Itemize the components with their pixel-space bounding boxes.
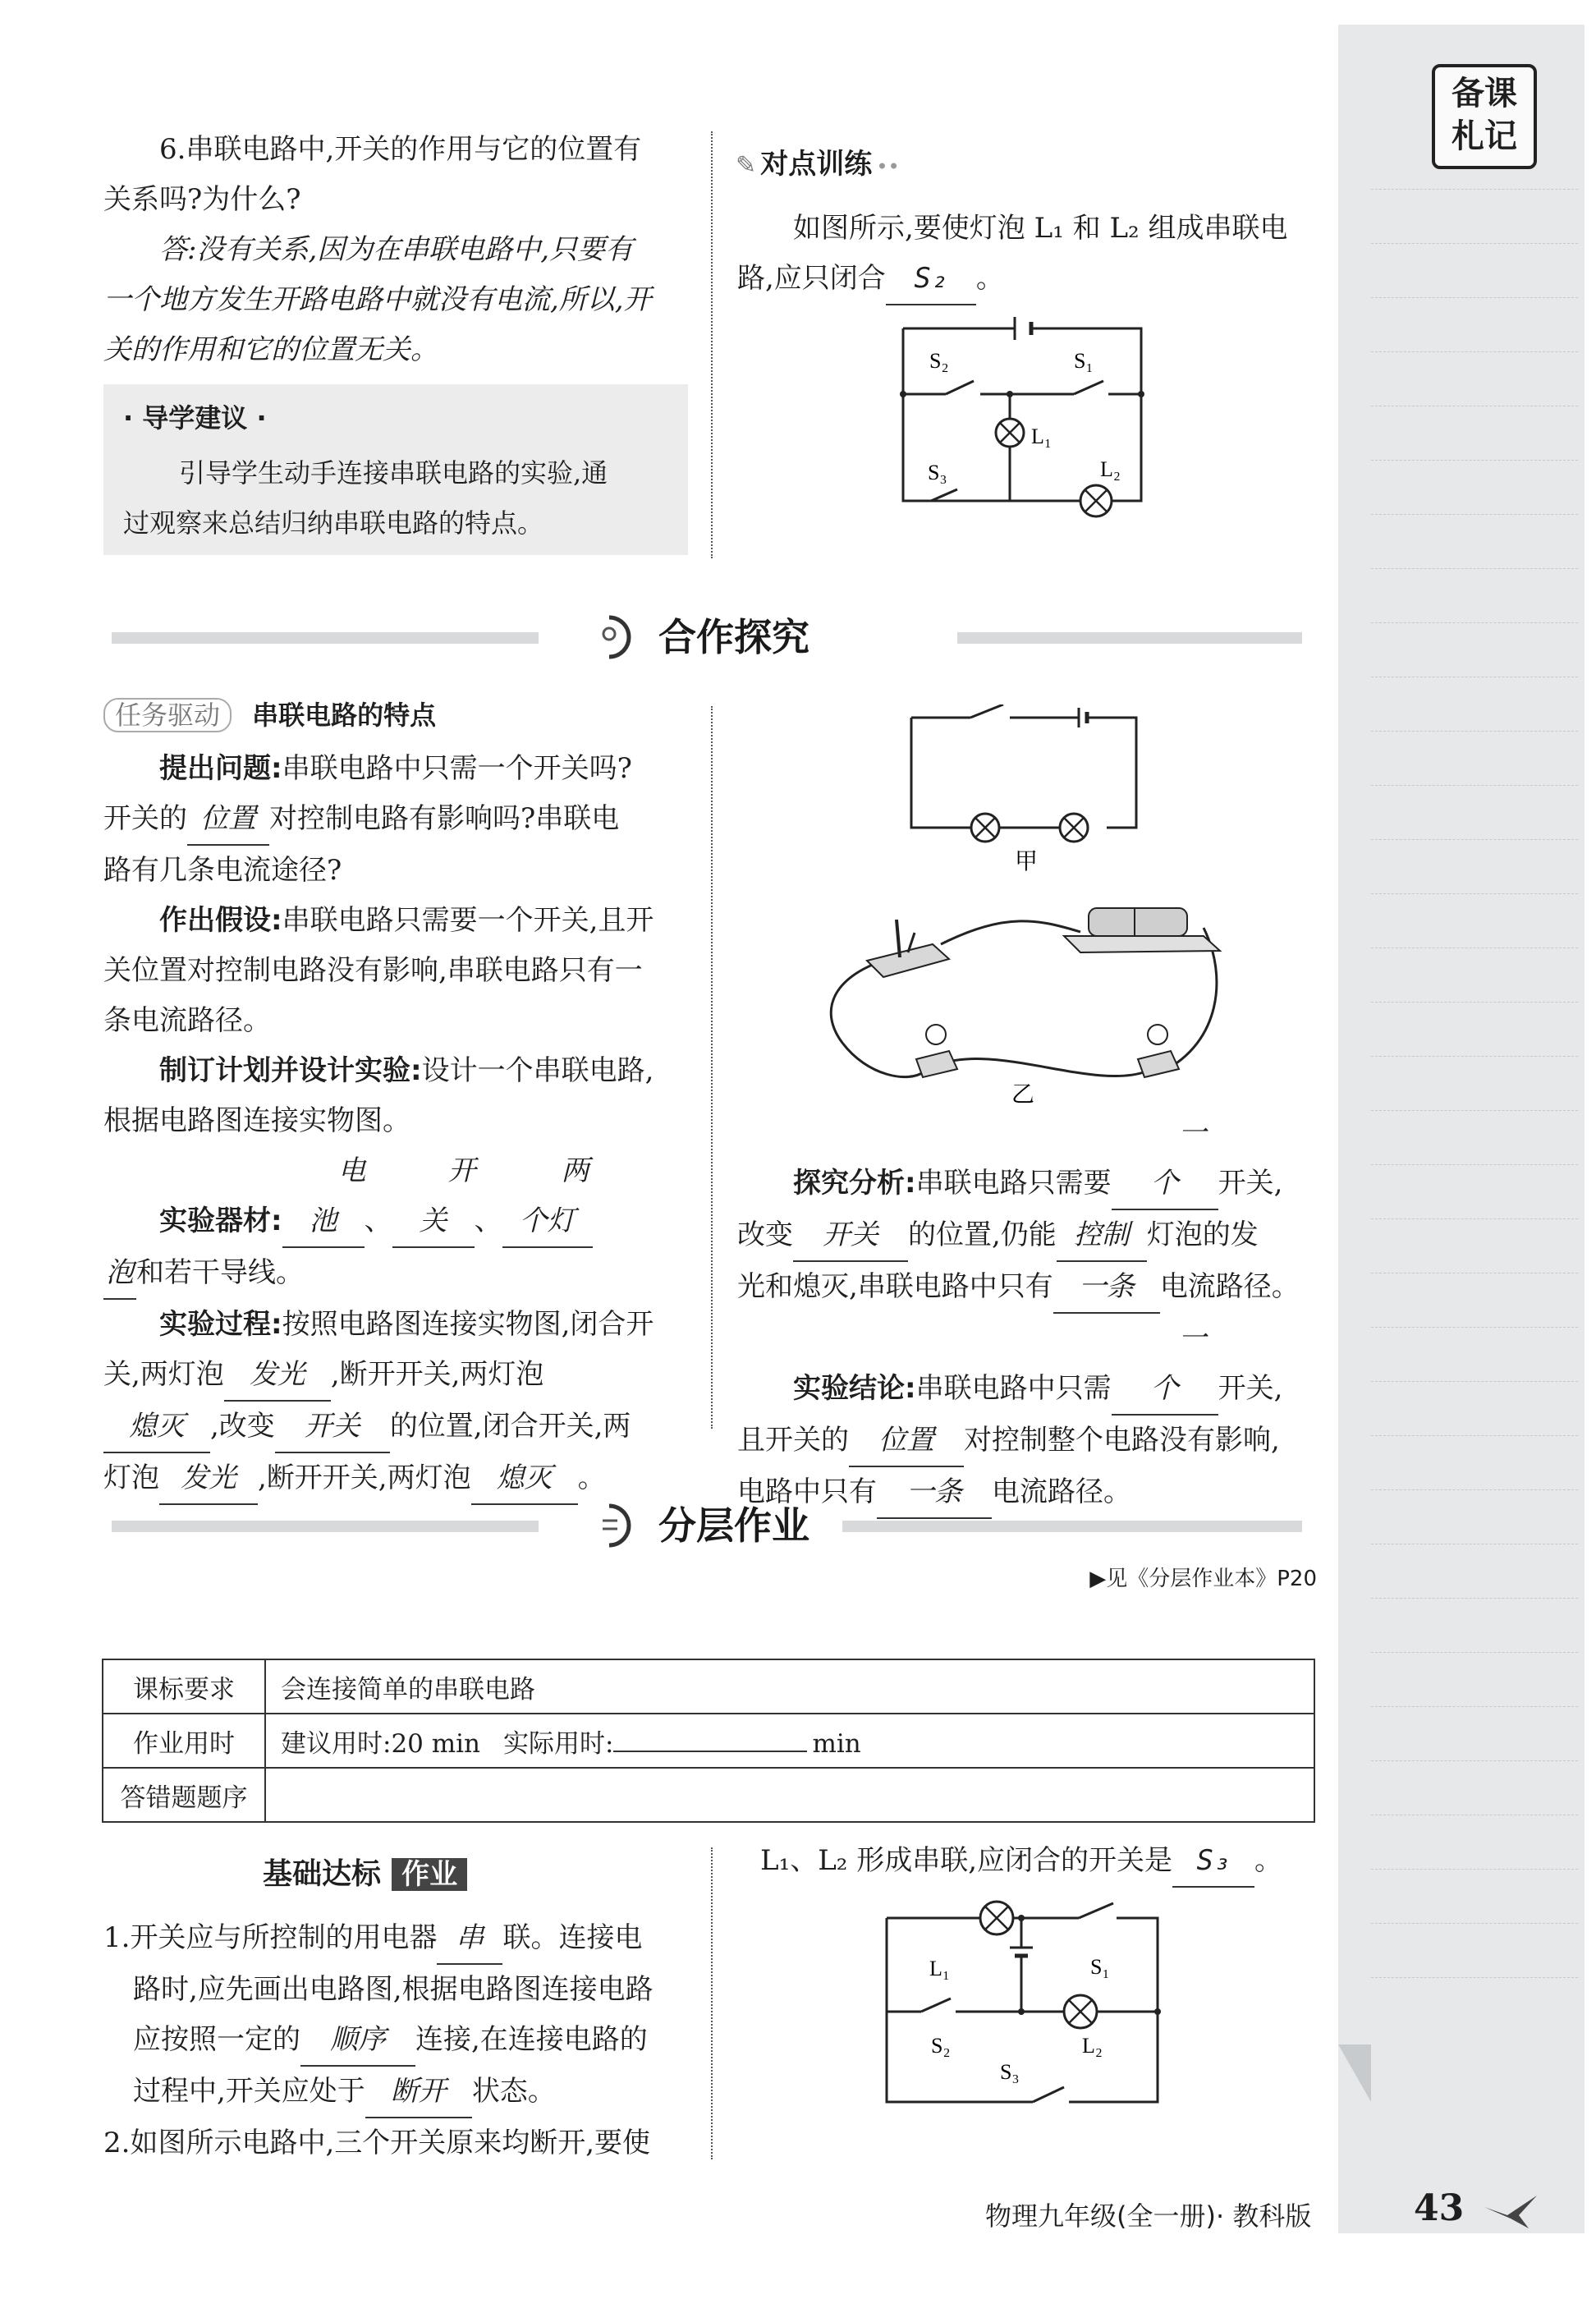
note-rule-line [1371,731,1578,732]
note-rule-line [1371,893,1578,895]
text-line: 串联电路只需要一个开关,且开 [282,904,654,937]
time-unit: min [812,1728,861,1759]
label-l2: L₂ [1100,457,1121,481]
note-rule-line [1371,297,1578,299]
table-cell: 会连接简单的串联电路 [265,1659,1314,1714]
bold-label: 提出问题: [159,752,282,785]
dots-icon: •• [876,155,900,178]
bold-label: 实验结论: [793,1372,916,1405]
answer-blank: 发光 [224,1350,331,1402]
table-header: 作业用时 [103,1714,265,1768]
task-label: 任务驱动 [103,698,232,732]
homework-left-text [103,1913,695,2168]
label-l1: L₁ [929,1957,950,1980]
pencil-icon: ✎ [736,151,757,180]
text-line: 2.如图所示电路中,三个开关原来均断开,要使 [103,2127,651,2159]
homework-right-text [760,1836,1319,1888]
search-icon [593,614,645,660]
battery-icon [1064,908,1220,952]
column-divider [711,1847,713,2159]
coop-title: 合作探究 [658,615,809,659]
bold-label: 实验器材: [159,1205,282,1237]
text-line: 路有几条电流途径? [103,854,342,887]
training-line: 。 [975,262,1004,295]
text-line: 对控制电路有影响吗?串联电 [269,802,620,835]
table-row [103,1768,1314,1822]
text-line: 电流路径。 [1159,1270,1300,1303]
circuit-diagram-jia [903,704,1149,877]
text-line: 路时,应先画出电路图,根据电路图连接电路 [133,1973,654,2006]
notes-stamp [1432,64,1537,169]
note-rule-line [1371,1977,1578,1979]
text-line: L₁、L₂ 形成串联,应闭合的开关是 [760,1844,1173,1877]
note-rule-line [1371,677,1578,678]
text-line: 且开关的 [737,1424,849,1457]
text-line: 条电流路径。 [103,1004,271,1037]
footer-book-title: 物理九年级(全一册)· 教科版 [985,2200,1312,2232]
bold-label: 探究分析: [793,1167,916,1200]
text-line: 开关, [1218,1372,1283,1405]
text-line: 的位置,闭合开关,两 [389,1410,631,1443]
text-line: 串联电路中只需 [915,1372,1112,1405]
text-line: 电流路径。 [992,1475,1131,1508]
switch-icon [867,920,949,977]
text-line: 根据电路图连接实物图。 [103,1104,410,1137]
stamp-line-1: 备课 [1452,75,1517,112]
note-rule-line [1371,1273,1578,1274]
label-l2: L₂ [1082,2034,1103,2058]
circuit-diagram-2 [878,1897,1174,2110]
text-line: 电路中只有 [737,1475,877,1508]
note-rule-line [1371,1218,1578,1220]
figure-label-yi: 乙 [1011,1082,1035,1108]
label-s1: S₁ [1090,1955,1110,1979]
text-line: 灯泡 [103,1462,159,1494]
label-s3: S₃ [1000,2060,1020,2084]
label-s3: S₃ [928,461,947,484]
q6-answer: 一个地方发生开路电路中就没有电流,所以,开 [103,283,652,316]
guide-line: 引导学生动手连接串联电路的实验,通 [179,457,608,489]
coop-right-text [737,1108,1328,1519]
answer-blank: 断开 [365,2067,472,2118]
note-rule-line [1371,1598,1578,1599]
text-line: 的位置,仍能 [908,1218,1057,1251]
table-row [103,1714,1314,1768]
note-rule-line [1371,1381,1578,1383]
answer-blank: 电池 [282,1146,365,1248]
training-title: 对点训练 [760,148,873,181]
text-line: 关,两灯泡 [103,1358,224,1391]
document-icon [593,1503,645,1549]
q6-line: 关系吗?为什么? [103,183,301,216]
suggested-time: 建议用时:20 min [281,1728,481,1759]
answer-blank: 一条 [1053,1262,1160,1314]
answer-blank: 位置 [849,1416,964,1467]
answer-blank: 开关 [793,1210,908,1262]
wrong-answers-cell[interactable] [265,1768,1314,1822]
note-rule-line [1371,351,1578,353]
answer-blank: 一条 [877,1467,992,1519]
note-rule-line [1371,1869,1578,1870]
text-line: 串联电路只需要 [915,1167,1112,1200]
circuit-diagram-1 [895,312,1158,525]
note-rule-line [1371,1923,1578,1925]
note-rule-line [1371,460,1578,461]
q6-line: 6.串联电路中,开关的作用与它的位置有 [159,133,642,166]
bird-logo-icon [1483,2191,1540,2232]
text-line: 。 [1254,1844,1283,1877]
table-header: 答错题题序 [103,1768,265,1822]
answer-blank: 位置 [187,794,269,846]
actual-time-label: 实际用时: [503,1728,614,1759]
bold-label: 实验过程: [159,1308,282,1341]
text-line: 1.开关应与所控制的用电器 [103,1921,438,1954]
note-rule-line [1371,1110,1578,1112]
answer-blank: 熄灭 [471,1453,578,1505]
text-line: 对控制整个电路没有影响, [964,1424,1280,1457]
bold-label: 作出假设: [159,904,282,937]
note-rule-line [1371,189,1578,190]
note-rule-line [1371,839,1578,841]
answer-blank: 开关 [392,1146,475,1248]
answer-blank: 一个 [1112,1108,1218,1210]
answer-blank: 控制 [1057,1210,1147,1262]
answer-blank: 串 [437,1913,502,1965]
label-s2: S₂ [931,2034,951,2058]
note-rule-line [1371,1002,1578,1003]
text-line: 过程中,开关应处于 [133,2075,365,2108]
basic-label: 基础达标 [263,1857,382,1891]
task-title: 串联电路的特点 [252,700,437,731]
note-rule-line [1371,1815,1578,1816]
note-rule-line [1371,514,1578,516]
answer-blank: 发光 [159,1453,258,1505]
answer-blank: 熄灭 [103,1402,210,1453]
text-line: 设计一个串联电路, [421,1054,654,1087]
text-line: 灯泡的发 [1146,1218,1259,1251]
table-header: 课标要求 [103,1659,265,1714]
answer-blank: 两个灯 [502,1146,593,1248]
figure-label-jia: 甲 [1015,849,1039,874]
note-rule-line [1371,243,1578,245]
note-rule-line [1371,1544,1578,1545]
bulb-icon [916,1025,957,1077]
section-heading-homework [103,1503,1317,1549]
homework-reference: ▶见《分层作业本》P20 [1089,1567,1317,1591]
answer-blank: 一个 [1112,1314,1218,1416]
text-line: 和若干导线。 [136,1256,304,1289]
question-6 [103,125,695,375]
text-line: 连接,在连接电路的 [415,2023,648,2056]
text-line: 应按照一定的 [133,2023,300,2056]
note-rule-line [1371,1327,1578,1328]
actual-time-blank[interactable] [613,1751,807,1752]
training-answer: S₂ [886,254,976,305]
text-line: 、 [364,1205,392,1237]
text-line: 状态。 [471,2075,556,2108]
text-line: 联。连接电 [502,1921,643,1954]
page-fold-icon [1338,2044,1371,2102]
text-line: ,改变 [210,1410,275,1443]
task-header [103,695,436,732]
guide-title: · 导学建议 · [123,402,267,434]
basic-header [263,1851,467,1893]
guide-line: 过观察来总结归纳串联电路的特点。 [123,507,544,539]
text-line: 、 [474,1205,502,1237]
label-l1: L₁ [1031,424,1052,448]
section-heading-coop [103,614,1317,660]
note-rule-line [1371,1164,1578,1166]
note-rule-line [1371,568,1578,570]
text-line: 关位置对控制电路没有影响,串联电路只有一 [103,954,643,987]
note-rule-line [1371,1435,1578,1437]
note-rule-line [1371,1706,1578,1708]
page-number: 43 [1414,2187,1465,2229]
answer-blank: 泡 [103,1248,136,1300]
note-rule-line [1371,1760,1578,1762]
apparatus-diagram-yi [818,887,1245,1108]
text-line: ,断开开关,两灯泡 [330,1358,544,1391]
answer-blank: 顺序 [300,2015,415,2067]
bulb-icon [1138,1025,1179,1077]
text-line: 开关, [1218,1167,1283,1200]
training-text [737,204,1328,305]
stamp-line-2: 札记 [1452,117,1517,155]
table-cell [265,1714,1314,1768]
text-line: 改变 [737,1218,793,1251]
text-line: 开关的 [103,802,187,835]
note-rule-line [1371,1652,1578,1654]
q6-answer: 答:没有关系,因为在串联电路中,只要有 [159,233,634,266]
training-line: 如图所示,要使灯泡 L₁ 和 L₂ 组成串联电 [793,212,1288,245]
label-s1: S₁ [1074,349,1094,373]
answer-blank: S₃ [1172,1836,1254,1888]
bold-label: 制订计划并设计实验: [159,1054,422,1087]
training-line: 路,应只闭合 [737,262,886,295]
column-divider [711,706,713,1429]
coop-left-text [103,744,695,1505]
training-header [736,141,900,181]
answer-blank: 开关 [275,1402,390,1453]
label-s2: S₂ [929,349,949,373]
homework-title: 分层作业 [658,1503,809,1548]
note-rule-line [1371,406,1578,407]
homework-info-table [102,1659,1315,1823]
text-line: 光和熄灭,串联电路中只有 [737,1270,1053,1303]
text-line: 按照电路图连接实物图,闭合开 [282,1308,654,1341]
basic-tag: 作业 [392,1858,467,1891]
note-rule-line [1371,1056,1578,1058]
text-line: 串联电路中只需一个开关吗? [282,752,632,785]
note-rule-line [1371,948,1578,949]
note-rule-line [1371,622,1578,624]
note-rule-line [1371,1489,1578,1491]
guide-box [103,384,688,555]
column-divider [711,131,713,558]
note-rule-line [1371,785,1578,787]
text-line: ,断开开关,两灯泡 [258,1462,471,1494]
q6-answer: 关的作用和它的位置无关。 [103,333,438,366]
text-line: 。 [577,1462,606,1494]
table-row [103,1659,1314,1714]
notes-sidebar [1338,25,1585,2233]
